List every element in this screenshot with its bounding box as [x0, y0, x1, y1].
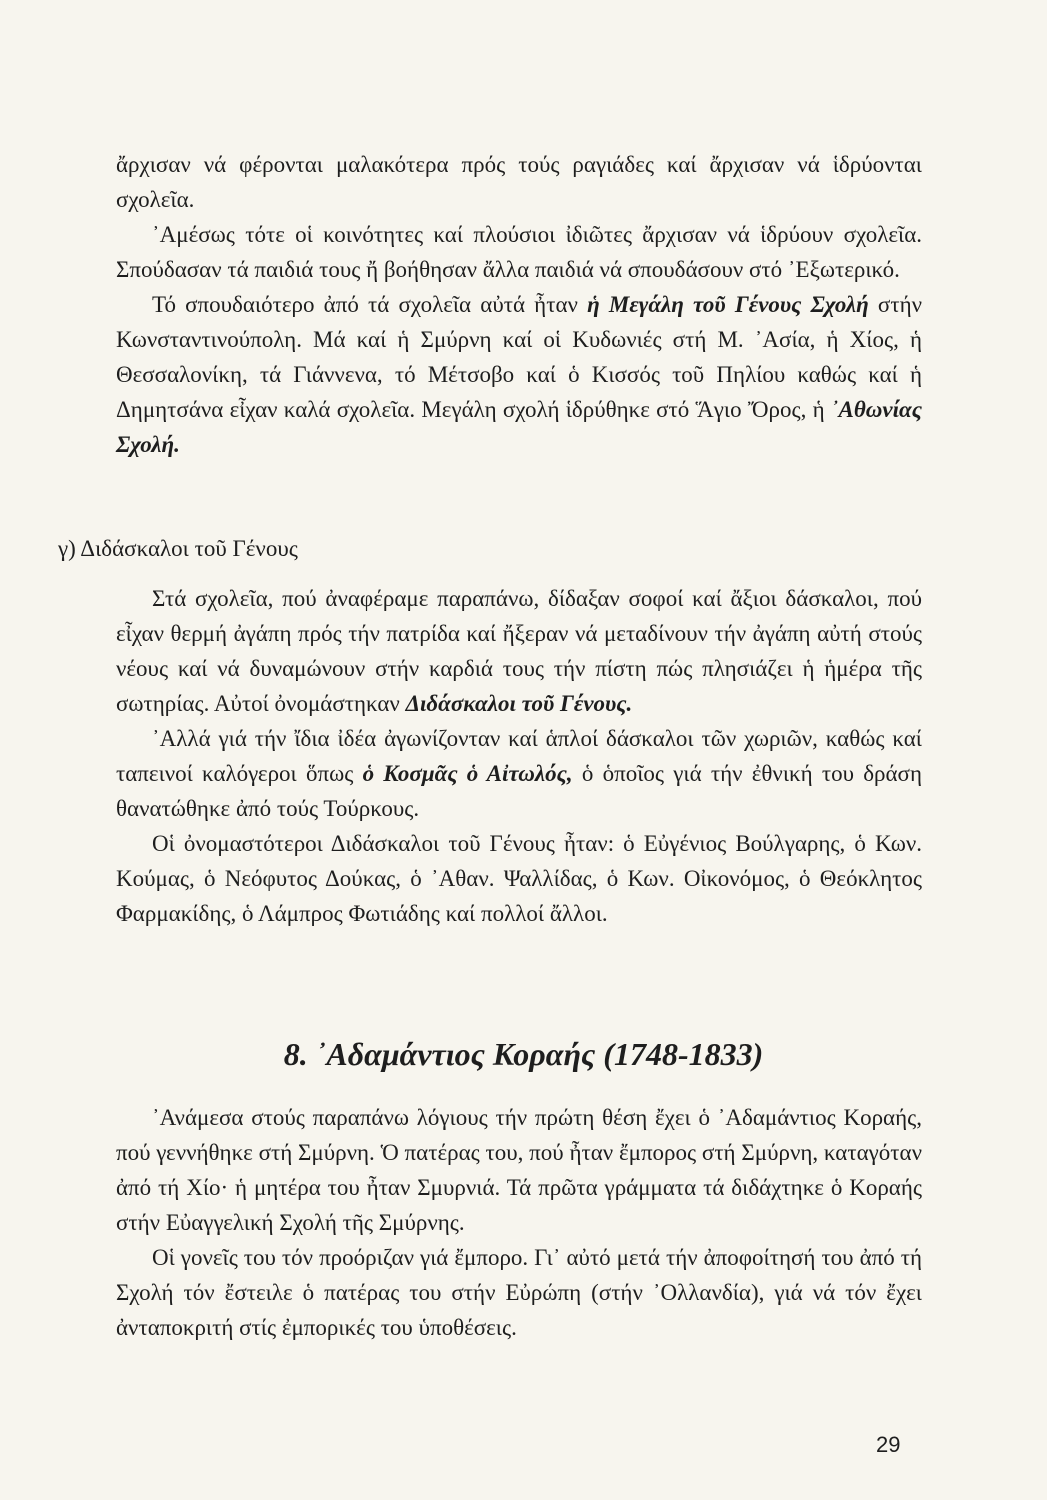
paragraph: ἄρχισαν νά φέρονται μαλακότερα πρός τούς ραγιάδες καί ἄρχισαν νά ἱδρύονται σχολεῖα.: [116, 152, 922, 212]
chapter-title: 8. ᾿Αδαμάντιος Κοραής (1748-1833): [283, 1036, 764, 1072]
text-block-schools: [116, 147, 922, 462]
text-run: Τό σπουδαιότερο ἀπό τά σχολεῖα αὐτά ἦταν: [152, 292, 588, 317]
text-run: ᾿Αλλά γιά τήν ἴδια ἰδέα ἀγωνίζονταν καί ἁπλοί δάσκαλοι τῶν χωριῶν, καθώς καί ταπεινοί καλόγεροι ὅπως: [116, 726, 922, 786]
text-run: Στά σχολεῖα, πού ἀναφέραμε παραπάνω, δίδαξαν σοφοί καί ἄξιοι δάσκαλοι, πού εἶχαν θερμή ἀγάπη πρός τήν πατρίδα καί ἤξεραν νά μεταδίνουν τήν ἀγάπη αὐτή στούς νέους καί νά δυναμώνουν στήν καρδιά τους τήν πίστη πώς πλησιάζει ἡ ἡμέρα τῆς σωτηρίας. Αὐτοί ὀνομάστηκαν: [116, 586, 922, 716]
paragraph: ᾿Αμέσως τότε οἱ κοινότητες καί πλούσιοι ἰδιῶτες ἄρχισαν νά ἱδρύουν σχολεῖα. Σπούδασαν τά παιδιά τους ἤ βοήθησαν ἄλλα παιδιά νά σπουδάσουν στό ᾿Εξωτερικό.: [116, 222, 922, 282]
text-block-korais: [116, 1100, 922, 1345]
section-subheading: γ) Διδάσκαλοι τοῦ Γένους: [58, 536, 298, 561]
paragraph: Οἱ ὀνομαστότεροι Διδάσκαλοι τοῦ Γένους ἦταν: ὁ Εὐγένιος Βούλγαρης, ὁ Κων. Κούμας, ὁ Νεόφυτος Δούκας, ὁ ᾿Αθαν. Ψαλλίδας, ὁ Κων. Οἰκονόμος, ὁ Θεόκλητος Φαρμακίδης, ὁ Λάμπρος Φωτιάδης καί πολλοί ἄλλοι.: [116, 831, 922, 926]
emphasis-great-school: ἡ Μεγάλη τοῦ Γένους Σχολή: [587, 292, 869, 317]
paragraph: [116, 287, 922, 462]
text-run: στήν Κωνσταντινούπολη. Μά καί ἡ Σμύρνη καί οἱ Κυδωνιές στή Μ. ᾿Ασία, ἡ Χίος, ἡ Θεσσαλονίκη, τά Γιάννενα, τό Μέτσοβο καί ὁ Κισσός τοῦ Πηλίου καθώς καί ἡ Δημητσάνα εἶχαν καλά σχολεῖα. Μεγάλη σχολή ἱδρύθηκε στό Ἅγιο Ὄρος, ἡ: [116, 292, 922, 422]
paragraph: Οἱ γονεῖς του τόν προόριζαν γιά ἔμπορο. Γι᾿ αὐτό μετά τήν ἀποφοίτησή του ἀπό τή Σχολή τόν ἔστειλε ὁ πατέρας του στήν Εὐρώπη (στήν ᾿Ολλανδία), γιά νά τόν ἔχει ἀνταποκριτή στίς ἐμπορικές του ὑποθέσεις.: [116, 1245, 922, 1340]
emphasis-teachers-of-nation: Διδάσκαλοι τοῦ Γένους.: [405, 691, 633, 716]
emphasis-kosmas-aitolos: ὁ Κοσμᾶς ὁ Αἰτωλός,: [362, 761, 573, 786]
emphasis-athonias-school: ᾿Αθωνίας Σχολή.: [116, 397, 922, 457]
paragraph: ᾿Ανάμεσα στούς παραπάνω λόγιους τήν πρώτη θέση ἔχει ὁ ᾿Αδαμάντιος Κοραής, πού γεννήθηκε στή Σμύρνη. Ὁ πατέρας του, πού ἦταν ἔμπορος στή Σμύρνη, καταγόταν ἀπό τή Χίο· ἡ μητέρα του ἦταν Σμυρνιά. Τά πρῶτα γράμματα τά διδάχτηκε ὁ Κοραής στήν Εὐαγγελική Σχολή τῆς Σμύρνης.: [116, 1105, 922, 1235]
text-run: ὁ ὁποῖος γιά τήν ἐθνική του δράση θανατώθηκε ἀπό τούς Τούρκους.: [116, 761, 922, 821]
paragraph: [116, 721, 922, 826]
text-block-teachers: [116, 581, 922, 931]
page-number: 29: [876, 1432, 901, 1457]
paragraph: [116, 581, 922, 721]
